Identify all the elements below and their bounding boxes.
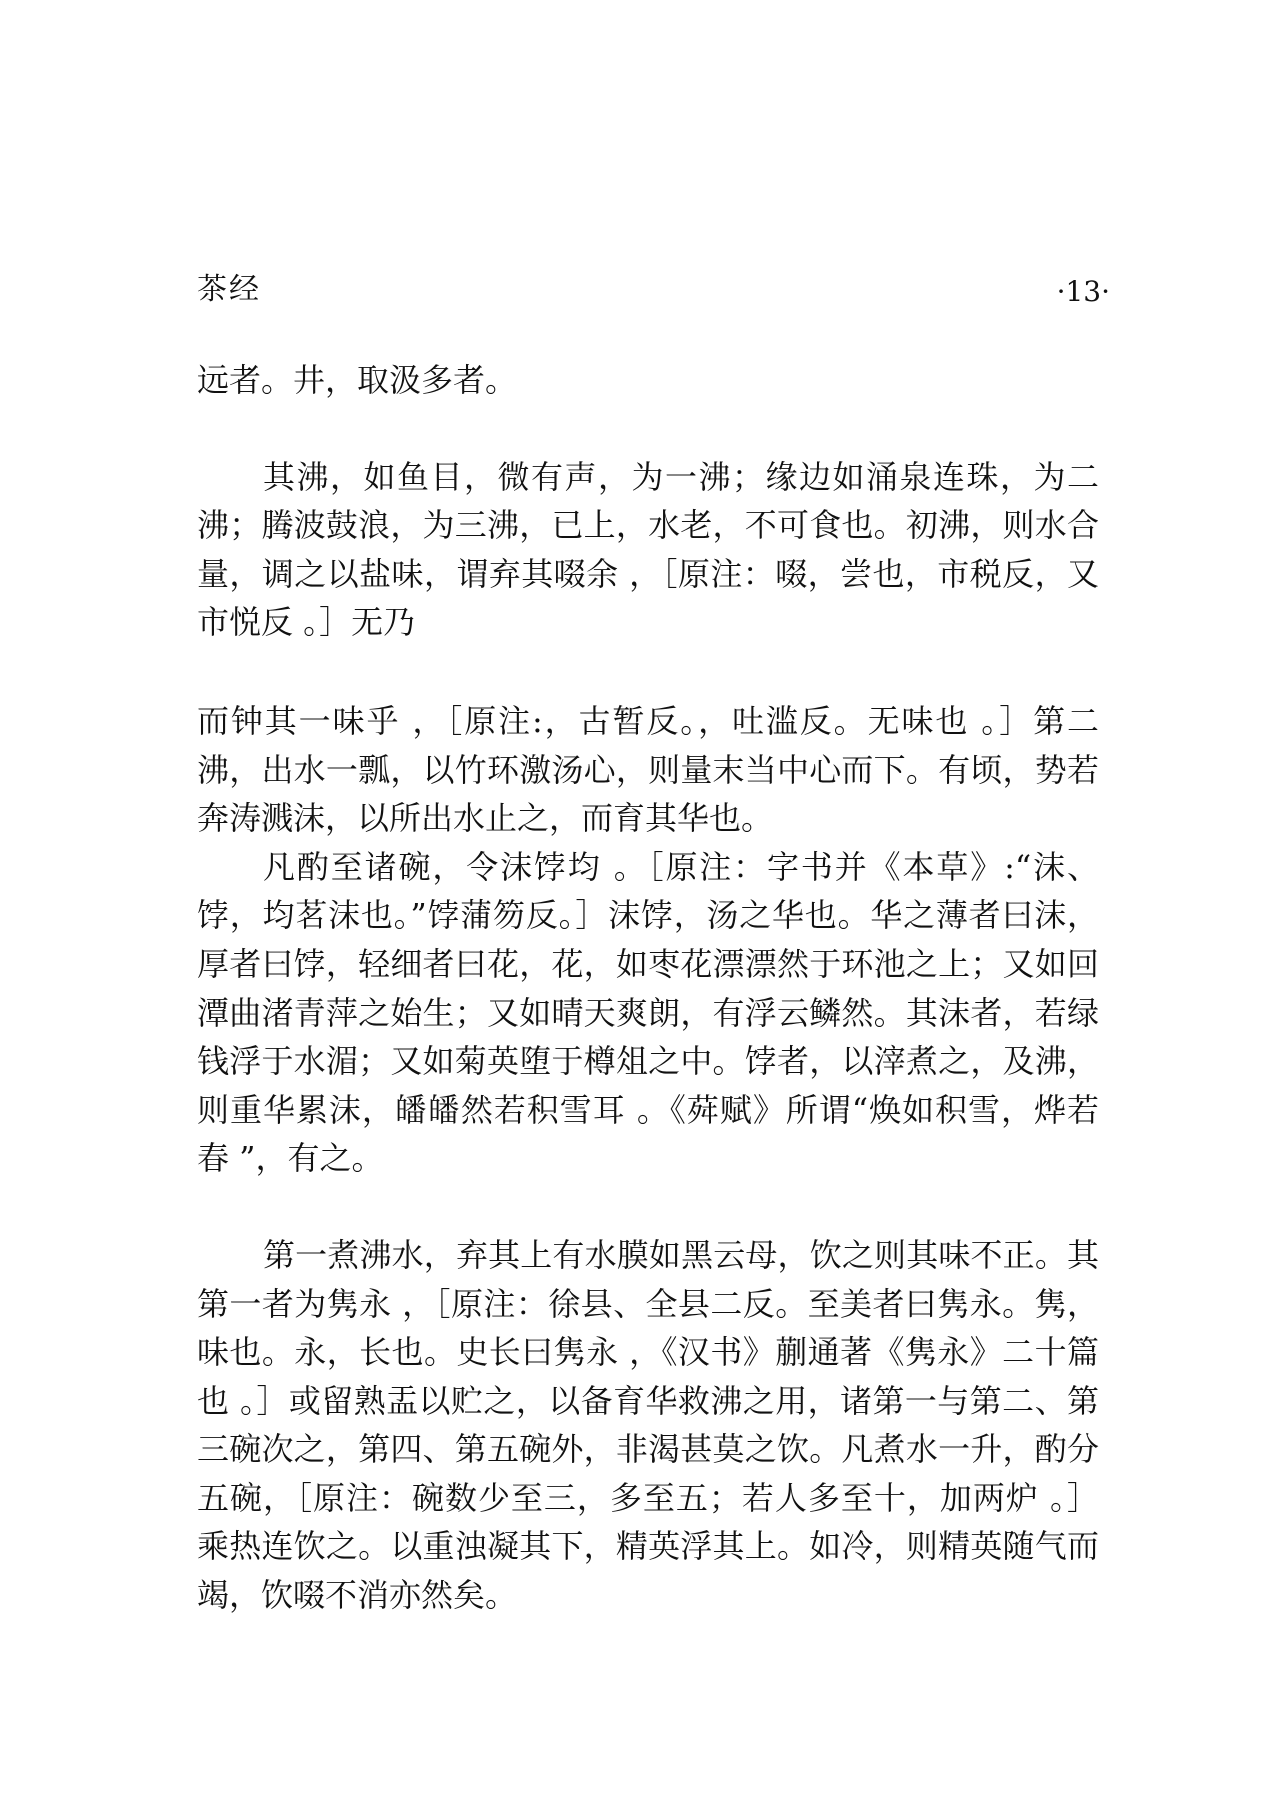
paragraph-4: 凡酌至诸碗，令沫饽均 。［原注：字书并《本草》:“沫、饽，均茗沫也。”饽蒲笏反。］沫饽，汤之华也。华之薄者曰沫，厚者曰饽，轻细者曰花，花，如枣花漂漂然于环池之上；又如回潭曲渚青萍之始生；又如晴天爽朗，有浮云鳞然。其沫者，若绿钱浮于水湄；又如菊英堕于樽俎之中。饽者，以滓煮之，及沸，则重华累沫，皤皤然若积雪耳 。《荈赋》所谓“焕如积雪，烨若春 ”，有之。: [197, 847, 1099, 1178]
paragraph-2: 其沸，如鱼目，微有声，为一沸；缘边如涌泉连珠，为二沸；腾波鼓浪，为三沸，已上，水老，不可食也。初沸，则水合量，调之以盐味，谓弃其啜余 ，［原注：啜，尝也，市税反，又市悦反 。］无乃: [197, 457, 1099, 642]
running-title: 茶经: [197, 272, 261, 307]
page-number: ·13·: [1056, 275, 1110, 308]
paragraph-1: 远者。井，取汲多者。: [197, 361, 518, 399]
paragraph-5: 第一煮沸水，弃其上有水膜如黑云母，饮之则其味不正。其第一者为隽永 ，［原注：徐县、全县二反。至美者曰隽永。隽，味也。永，长也。史长曰隽永 ，《汉书》蒯通著《隽永》二十篇也 。］或留熟盂以贮之，以备育华救沸之用，诸第一与第二、第三碗次之，第四、第五碗外，非渴甚莫之饮。凡煮水一升，酌分五碗，［原注：碗数少至三，多至五；若人多至十，加两炉 。］乘热连饮之。以重浊凝其下，精英浮其上。如冷，则精英随气而竭，饮啜不消亦然矣。: [197, 1235, 1099, 1615]
paragraph-3: 而钟其一味乎 ，［原注:，古暂反。，吐滥反。无味也 。］第二沸，出水一瓢，以竹环激汤心，则量末当中心而下。有顷，势若奔涛溅沫，以所出水止之，而育其华也。: [197, 701, 1099, 838]
main-text: [197, 356, 1099, 1620]
